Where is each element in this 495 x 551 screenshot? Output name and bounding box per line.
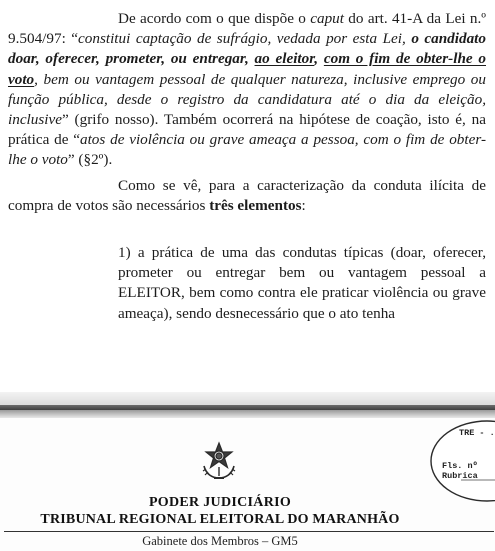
p1-lead: De acordo com o que dispõe o (118, 10, 311, 27)
p1-quote-coacao: atos de violência ou grave ameaça a pessoa, com o fim de obter-lhe o voto (8, 131, 487, 169)
p1-after-quote: ” (grifo nosso). Também ocorrerá na hipótese de coação, isto é, na prática de “ (8, 111, 486, 149)
p3-text: 1) a prática de uma das condutas típicas (doar, oferecer, prometer ou entregar bem ou vantagem pessoal a ELEITOR, bem como contra ele praticar violência ou grave ameaça), sendo desnecessário que o ato tenha (118, 244, 486, 322)
header-gabinete: Gabinete dos Membros – GM5 (142, 534, 298, 548)
p1-bold-quote: o candidato doar, oferecer, prometer, ou entregar, (8, 30, 486, 68)
p1-comma: , (314, 50, 324, 68)
paragraph-item-1 (118, 243, 486, 324)
p1-quote-rest: , bem ou vantagem pessoal de qualquer natureza, inclusive emprego ou função pública, desde o registro da candidatura até o dia da eleição, inclusive (8, 70, 486, 129)
page-gap (0, 392, 495, 405)
stamp-fls-label: Fls. nº (442, 461, 478, 471)
header-poder-judiciario: PODER JUDICIÁRIO (148, 495, 292, 510)
p1-tail: ” (§2º). (67, 151, 113, 169)
p1-quote-start: constitui captação de sufrágio, vedada por esta Lei, (78, 30, 412, 48)
brazil-coat-of-arms-icon (198, 440, 240, 482)
header-tribunal: TRIBUNAL REGIONAL ELEITORAL DO MARANHÃO (40, 512, 400, 527)
stamp-tre-label: TRE - . (459, 428, 495, 438)
p1-underlined-fim-voto: com o fim de obter-lhe o voto (8, 50, 486, 88)
p1-reference: do art. 41-A da Lei n.º 9.504/97: “ (8, 10, 486, 48)
header-rule (4, 531, 494, 532)
p2-bold-tres-elementos: três elementos (209, 197, 302, 215)
stamp-rubrica-label: Rubrica (442, 471, 478, 481)
protocol-stamp (425, 418, 495, 504)
p1-underlined-ao-eleitor: ao eleitor (254, 50, 315, 68)
p2-text: Como se vê, para a caracterização da conduta ilícita de compra de votos são necessários (8, 177, 486, 215)
paragraph-art-41a (8, 9, 486, 171)
p2-colon: : (301, 197, 306, 215)
p1-caput: caput (310, 10, 344, 27)
paragraph-elementos (8, 176, 486, 216)
page-edge-gradient (0, 410, 495, 418)
